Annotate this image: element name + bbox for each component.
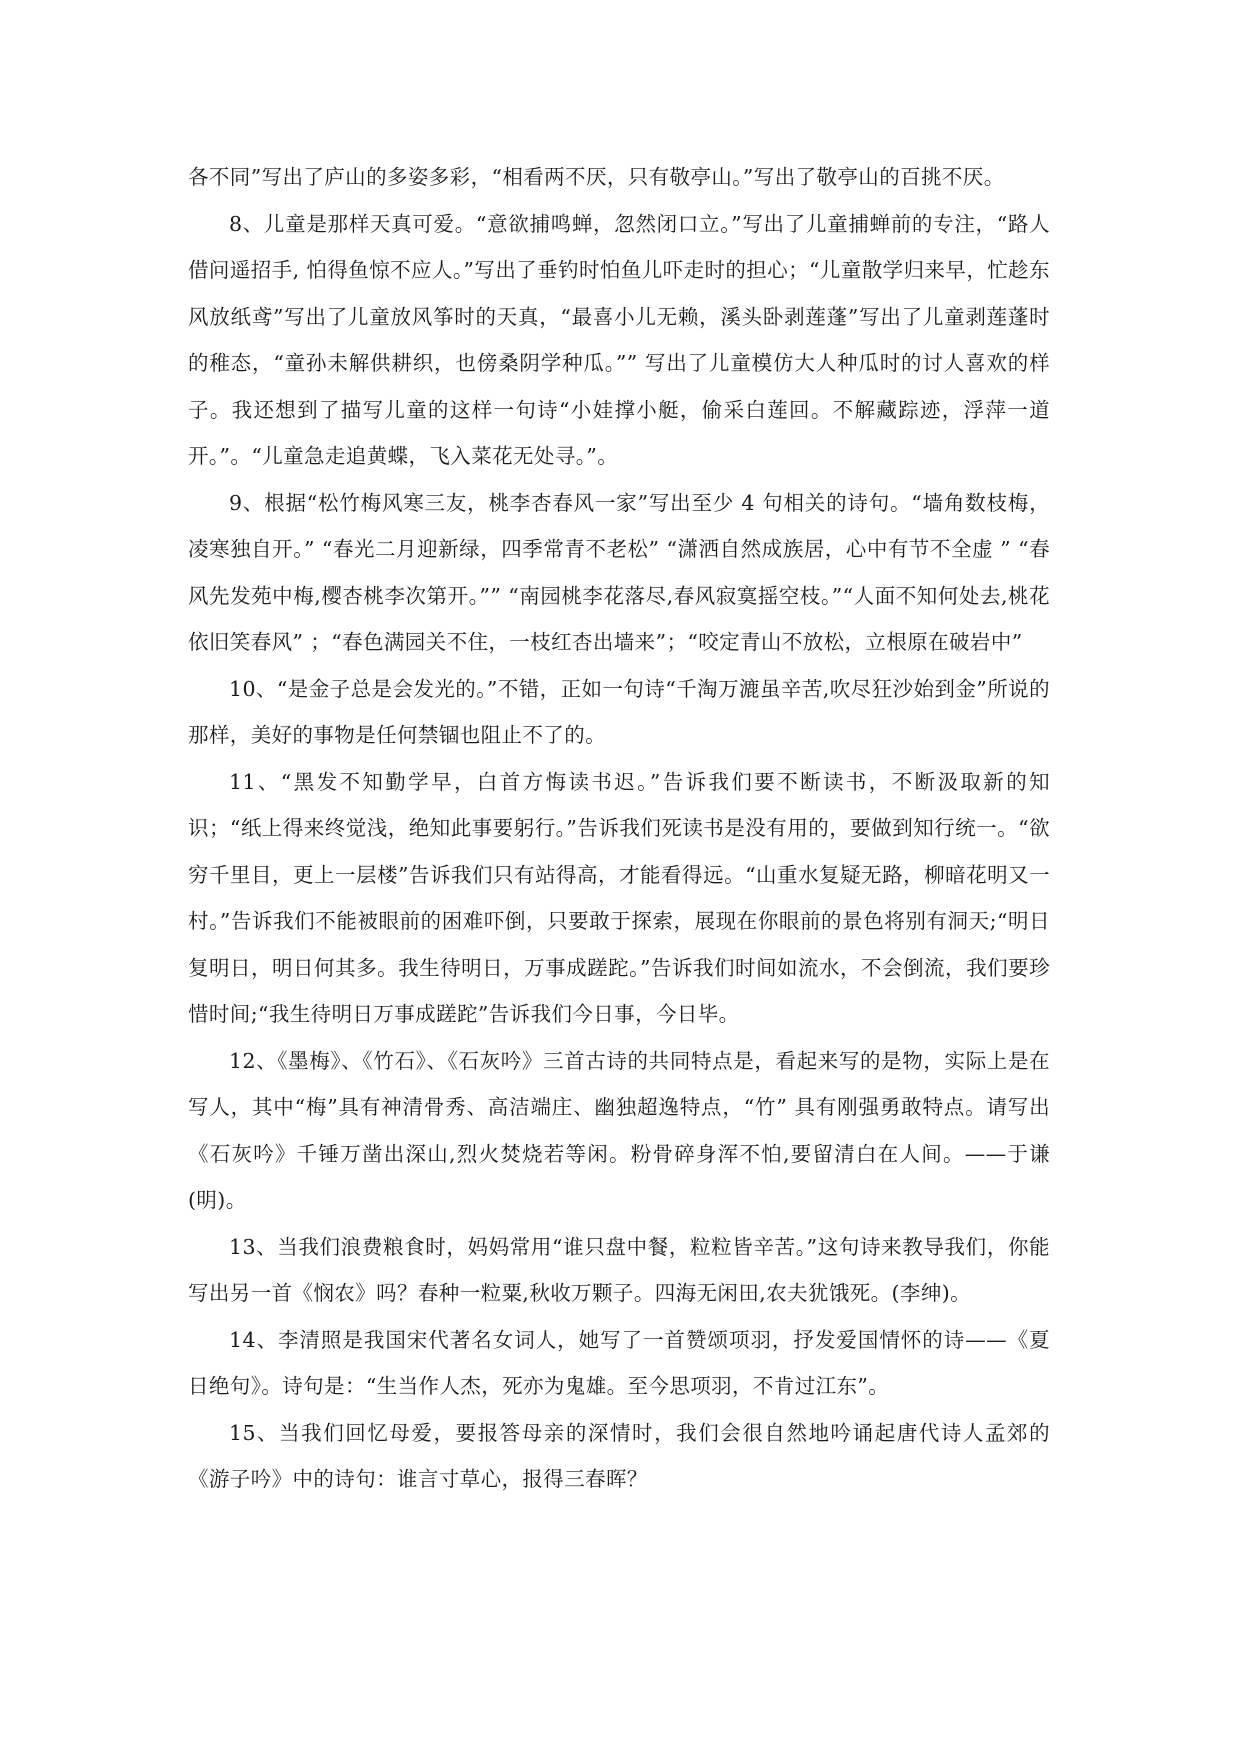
paragraph-item-10: 10、“是金子总是会发光的。”不错，正如一句诗“千淘万漉虽辛苦,吹尽狂沙始到金”所说的那样，美好的事物是任何禁锢也阻止不了的。 bbox=[188, 676, 1050, 747]
paragraph-item-12: 12、《墨梅》、《竹石》、《石灰吟》三首古诗的共同特点是，看起来写的是物，实际上是在写人，其中“梅”具有神清骨秀、高洁端庄、幽独超逸特点，“竹” 具有刚强勇敢特点。请写出《石灰吟》千锤万凿出深山,烈火焚烧若等闲。粉骨碎身浑不怕,要留清白在人间。——于谦(明)。 bbox=[188, 1048, 1050, 1212]
paragraph-item-11: 11、“黑发不知勤学早，白首方悔读书迟。”告诉我们要不断读书，不断汲取新的知识；“纸上得来终觉浅，绝知此事要躬行。”告诉我们死读书是没有用的，要做到知行统一。“欲穷千里目，更上一层楼”告诉我们只有站得高，才能看得远。“山重水复疑无路，柳暗花明又一村。”告诉我们不能被眼前的困难吓倒，只要敢于探索，展现在你眼前的景色将别有洞天;“明日复明日，明日何其多。我生待明日，万事成蹉跎。”告诉我们时间如流水，不会倒流，我们要珍惜时间;“我生待明日万事成蹉跎”告诉我们今日事，今日毕。 bbox=[188, 769, 1050, 1026]
paragraph-item-9: 9、根据“松竹梅风寒三友，桃李杏春风一家”写出至少 4 句相关的诗句。“墙角数枝梅，凌寒独自开。” “春光二月迎新绿，四季常青不老松” “潇洒自然成族居，心中有节不全虚 ” “春风先发苑中梅,樱杏桃李次第开。”” “南园桃李花落尽,春风寂寞摇空枝。”“人面不知何处去,桃花依旧笑春风” ；“春色满园关不住，一枝红杏出墙来”；“咬定青山不放松，立根原在破岩中” bbox=[188, 490, 1050, 654]
document-page bbox=[188, 154, 1050, 1503]
paragraph-item-15: 15、当我们回忆母爱，要报答母亲的深情时，我们会很自然地吟诵起唐代诗人孟郊的《游子吟》中的诗句：谁言寸草心，报得三春晖？ bbox=[188, 1420, 1050, 1491]
paragraph-item-8: 8、儿童是那样天真可爱。“意欲捕鸣蝉，忽然闭口立。”写出了儿童捕蝉前的专注，“路人借问遥招手, 怕得鱼惊不应人。”写出了垂钓时怕鱼儿吓走时的担心；“儿童散学归来早，忙趁东风放纸鸢”写出了儿童放风筝时的天真，“最喜小儿无赖，溪头卧剥莲蓬”写出了儿童剥莲蓬时的稚态，“童孙未解供耕织，也傍桑阴学种瓜。”” 写出了儿童模仿大人种瓜时的讨人喜欢的样子。我还想到了描写儿童的这样一句诗“小娃撑小艇，偷采白莲回。不解藏踪迹，浮萍一道开。”。“儿童急走追黄蝶，飞入菜花无处寻。”。 bbox=[188, 211, 1050, 468]
paragraph-item-13: 13、当我们浪费粮食时，妈妈常用“谁只盘中餐，粒粒皆辛苦。”这句诗来教导我们，你能写出另一首《悯农》吗？春种一粒粟,秋收万颗子。四海无闲田,农夫犹饿死。(李绅)。 bbox=[188, 1234, 1050, 1305]
paragraph-continuation: 各不同”写出了庐山的多姿多彩，“相看两不厌，只有敬亭山。”写出了敬亭山的百挑不厌。 bbox=[188, 165, 1005, 189]
paragraph-item-14: 14、李清照是我国宋代著名女词人，她写了一首赞颂项羽，抒发爱国情怀的诗——《夏日绝句》。诗句是：“生当作人杰，死亦为鬼雄。至今思项羽，不肯过江东”。 bbox=[188, 1327, 1050, 1398]
